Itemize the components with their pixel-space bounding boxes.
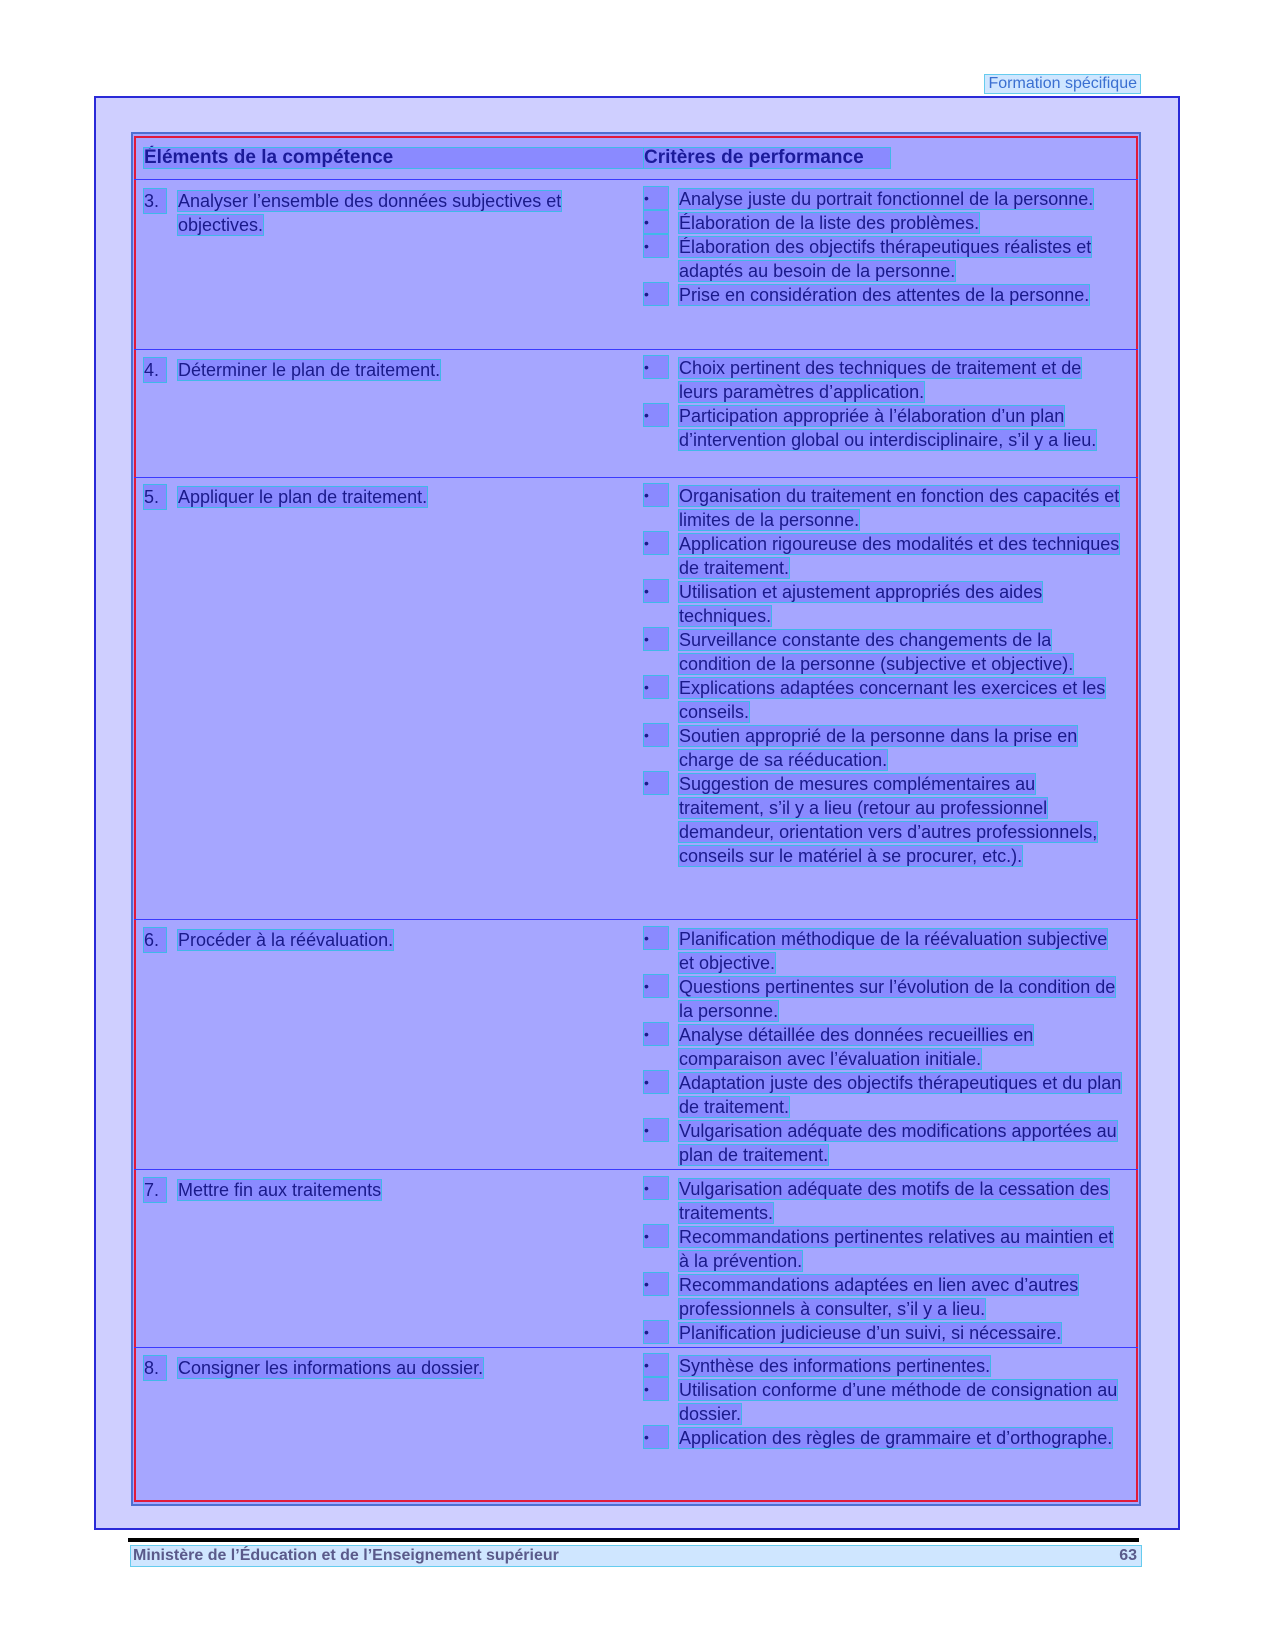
footer-divider (128, 1538, 1139, 1542)
table-row (134, 478, 1138, 920)
bullet-icon: • (644, 1354, 668, 1376)
bullet-icon: • (644, 1321, 668, 1343)
bullet-icon: • (644, 580, 668, 602)
list-item: • Participation appropriée à l’élaboration d’un plan d’intervention global ou interdisciplinaire, s’il y a lieu. (644, 406, 1097, 450)
list-item: • Vulgarisation adéquate des motifs de la cessation des traitements. (644, 1179, 1109, 1223)
criteria-list (644, 927, 1124, 1167)
element-text: Consigner les informations au dossier. (178, 1358, 484, 1378)
element-number: 8. (144, 1356, 166, 1380)
element-number: 3. (144, 189, 166, 213)
bullet-icon: • (644, 628, 668, 650)
list-item: • Questions pertinentes sur l’évolution de la condition de la personne. (644, 977, 1116, 1021)
list-item: • Vulgarisation adéquate des modifications apportées au plan de traitement. (644, 1121, 1117, 1165)
list-item: • Prise en considération des attentes de la personne. (644, 285, 1090, 305)
list-item: • Utilisation conforme d’une méthode de consignation au dossier. (644, 1380, 1118, 1424)
element-cell (144, 928, 644, 952)
list-item: • Surveillance constante des changements de la condition de la personne (subjective et objective). (644, 630, 1074, 674)
bullet-icon: • (644, 1273, 668, 1295)
bullet-icon: • (644, 356, 668, 378)
page-footer (131, 1546, 1141, 1566)
element-cell (144, 1178, 644, 1202)
list-item: • Analyse juste du portrait fonctionnel de la personne. (644, 189, 1094, 209)
section-label: Formation spécifique (984, 74, 1141, 94)
table-row (134, 350, 1138, 478)
bullet-icon: • (644, 1119, 668, 1141)
table-row (134, 1170, 1138, 1348)
element-number: 4. (144, 358, 166, 382)
bullet-icon: • (644, 724, 668, 746)
list-item: • Synthèse des informations pertinentes. (644, 1356, 991, 1376)
criteria-list (644, 187, 1124, 307)
list-item: • Recommandations pertinentes relatives au maintien et à la prévention. (644, 1227, 1114, 1271)
element-cell (144, 485, 644, 509)
bullet-icon: • (644, 532, 668, 554)
element-number: 5. (144, 485, 166, 509)
list-item: • Recommandations adaptées en lien avec d’autres professionnels à consulter, s’il y a lieu. (644, 1275, 1079, 1319)
criteria-list (644, 1354, 1124, 1450)
bullet-icon: • (644, 484, 668, 506)
list-item: • Application rigoureuse des modalités et des techniques de traitement. (644, 534, 1120, 578)
table-row (134, 180, 1138, 350)
bullet-icon: • (644, 1177, 668, 1199)
table-row (134, 920, 1138, 1170)
element-cell (144, 1356, 644, 1380)
element-text: Mettre fin aux traitements (178, 1180, 382, 1200)
element-text: Déterminer le plan de traitement. (178, 360, 441, 380)
bullet-icon: • (644, 235, 668, 257)
list-item: • Organisation du traitement en fonction des capacités et limites de la personne. (644, 486, 1120, 530)
element-text: Analyser l’ensemble des données subjectives et objectives. (178, 191, 562, 235)
list-item: • Soutien approprié de la personne dans la prise en charge de sa rééducation. (644, 726, 1078, 770)
bullet-icon: • (644, 1225, 668, 1247)
list-item: • Élaboration de la liste des problèmes. (644, 213, 980, 233)
list-item: • Utilisation et ajustement appropriés des aides techniques. (644, 582, 1043, 626)
criteria-list (644, 1177, 1124, 1345)
bullet-icon: • (644, 1023, 668, 1045)
bullet-icon: • (644, 187, 668, 209)
bullet-icon: • (644, 211, 668, 233)
page-number: 63 (1119, 1547, 1137, 1564)
table-row (134, 1348, 1138, 1500)
element-text: Appliquer le plan de traitement. (178, 487, 428, 507)
bullet-icon: • (644, 1378, 668, 1400)
element-cell (144, 358, 644, 382)
criteria-list (644, 356, 1124, 452)
bullet-icon: • (644, 927, 668, 949)
bullet-icon: • (644, 975, 668, 997)
list-item: • Explications adaptées concernant les exercices et les conseils. (644, 678, 1106, 722)
bullet-icon: • (644, 283, 668, 305)
bullet-icon: • (644, 1071, 668, 1093)
list-item: • Analyse détaillée des données recueillies en comparaison avec l’évaluation initiale. (644, 1025, 1034, 1069)
bullet-icon: • (644, 676, 668, 698)
table-header-row (134, 136, 1138, 180)
element-text: Procéder à la réévaluation. (178, 930, 394, 950)
column-header-criteria: Critères de performance (644, 148, 890, 168)
list-item: • Choix pertinent des techniques de traitement et de leurs paramètres d’application. (644, 358, 1082, 402)
element-number: 6. (144, 928, 166, 952)
element-cell (144, 189, 644, 237)
list-item: • Application des règles de grammaire et d’orthographe. (644, 1428, 1113, 1448)
bullet-icon: • (644, 404, 668, 426)
list-item: • Suggestion de mesures complémentaires au traitement, s’il y a lieu (retour au professionnel demandeur, orientation vers d’autres professionnels, conseils sur le matériel à se procurer, etc.). (644, 774, 1098, 866)
list-item: • Élaboration des objectifs thérapeutiques réalistes et adaptés au besoin de la personne. (644, 237, 1092, 281)
bullet-icon: • (644, 772, 668, 794)
column-header-elements: Éléments de la compétence (144, 148, 644, 168)
criteria-list (644, 484, 1124, 868)
element-number: 7. (144, 1178, 166, 1202)
footer-ministry: Ministère de l’Éducation et de l’Enseignement supérieur (133, 1547, 559, 1564)
bullet-icon: • (644, 1426, 668, 1448)
list-item: • Planification judicieuse d’un suivi, si nécessaire. (644, 1323, 1062, 1343)
list-item: • Adaptation juste des objectifs thérapeutiques et du plan de traitement. (644, 1073, 1122, 1117)
list-item: • Planification méthodique de la réévaluation subjective et objective. (644, 929, 1108, 973)
